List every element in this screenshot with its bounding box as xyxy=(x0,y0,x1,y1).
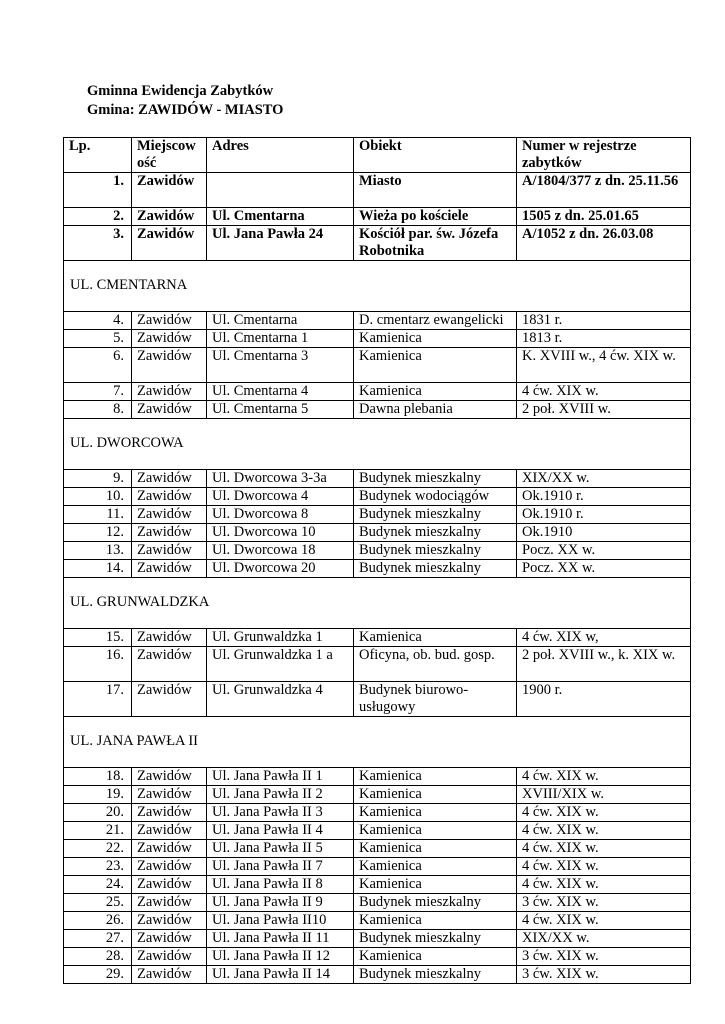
table-row xyxy=(64,488,691,506)
cell-address: Ul. Jana Pawła II 3 xyxy=(207,804,354,822)
col-header-locality: Miejscow ość xyxy=(132,138,207,173)
cell-locality: Zawidów xyxy=(132,506,207,524)
section-title: UL. JANA PAWŁA II xyxy=(70,732,199,749)
cell-locality: Zawidów xyxy=(132,312,207,330)
cell-locality: Zawidów xyxy=(132,348,207,383)
cell-lp: 28. xyxy=(64,948,132,966)
cell-address: Ul. Jana Pawła II 4 xyxy=(207,822,354,840)
cell-lp: 6. xyxy=(64,348,132,383)
cell-address: Ul. Dworcowa 4 xyxy=(207,488,354,506)
col-header-lp: Lp. xyxy=(64,138,132,173)
cell-object: Kamienica xyxy=(354,768,517,786)
monuments-table-body xyxy=(64,138,691,984)
cell-register-number: A/1052 z dn. 26.03.08 xyxy=(517,226,691,261)
cell-locality: Zawidów xyxy=(132,208,207,226)
cell-locality: Zawidów xyxy=(132,173,207,208)
cell-address: Ul. Jana Pawła II 14 xyxy=(207,966,354,984)
header-municipality: Gmina: ZAWIDÓW - MIASTO xyxy=(87,102,284,118)
cell-register-number: Pocz. XX w. xyxy=(517,542,691,560)
table-row xyxy=(64,768,691,786)
section-cell xyxy=(64,419,691,470)
table-row xyxy=(64,876,691,894)
cell-locality: Zawidów xyxy=(132,682,207,717)
cell-address: Ul. Jana Pawła II 8 xyxy=(207,876,354,894)
table-row xyxy=(64,542,691,560)
table-row xyxy=(64,401,691,419)
table-row xyxy=(64,840,691,858)
cell-register-number: XVIII/XIX w. xyxy=(517,786,691,804)
cell-lp: 4. xyxy=(64,312,132,330)
cell-object: Kamienica xyxy=(354,330,517,348)
table-row xyxy=(64,894,691,912)
cell-register-number: 4 ćw. XIX w. xyxy=(517,804,691,822)
cell-locality: Zawidów xyxy=(132,858,207,876)
cell-locality: Zawidów xyxy=(132,966,207,984)
cell-address: Ul. Jana Pawła II 12 xyxy=(207,948,354,966)
cell-object: Kościół par. św. Józefa Robotnika xyxy=(354,226,517,261)
cell-locality: Zawidów xyxy=(132,912,207,930)
cell-object: Kamienica xyxy=(354,876,517,894)
cell-lp: 18. xyxy=(64,768,132,786)
cell-object: Miasto xyxy=(354,173,517,208)
monuments-table xyxy=(63,137,691,984)
cell-address: Ul. Jana Pawła II 1 xyxy=(207,768,354,786)
cell-lp: 12. xyxy=(64,524,132,542)
cell-address: Ul. Grunwaldzka 1 a xyxy=(207,647,354,682)
cell-object: Kamienica xyxy=(354,948,517,966)
section-cell xyxy=(64,578,691,629)
cell-lp: 17. xyxy=(64,682,132,717)
cell-locality: Zawidów xyxy=(132,876,207,894)
cell-object: D. cmentarz ewangelicki xyxy=(354,312,517,330)
section-row xyxy=(64,419,691,470)
cell-address: Ul. Cmentarna xyxy=(207,312,354,330)
table-row xyxy=(64,524,691,542)
cell-locality: Zawidów xyxy=(132,948,207,966)
cell-locality: Zawidów xyxy=(132,470,207,488)
cell-object: Kamienica xyxy=(354,629,517,647)
cell-register-number: K. XVIII w., 4 ćw. XIX w. xyxy=(517,348,691,383)
table-row xyxy=(64,822,691,840)
col-header-register-number: Numer w rejestrze zabytków xyxy=(517,138,691,173)
cell-register-number: 2 poł. XVIII w. xyxy=(517,401,691,419)
cell-address: Ul. Dworcowa 8 xyxy=(207,506,354,524)
section-title: UL. GRUNWALDZKA xyxy=(70,593,210,610)
cell-register-number: XIX/XX w. xyxy=(517,470,691,488)
cell-address: Ul. Grunwaldzka 1 xyxy=(207,629,354,647)
cell-locality: Zawidów xyxy=(132,822,207,840)
cell-locality: Zawidów xyxy=(132,840,207,858)
cell-lp: 29. xyxy=(64,966,132,984)
cell-address: Ul. Jana Pawła II 2 xyxy=(207,786,354,804)
cell-address: Ul. Cmentarna xyxy=(207,208,354,226)
section-cell xyxy=(64,717,691,768)
cell-object: Kamienica xyxy=(354,912,517,930)
cell-register-number: 4 ćw. XIX w. xyxy=(517,840,691,858)
cell-register-number: 4 ćw. XIX w. xyxy=(517,858,691,876)
cell-object: Budynek mieszkalny xyxy=(354,524,517,542)
table-row xyxy=(64,647,691,682)
cell-register-number: Ok.1910 xyxy=(517,524,691,542)
cell-address: Ul. Jana Pawła II 5 xyxy=(207,840,354,858)
table-row xyxy=(64,629,691,647)
cell-lp: 8. xyxy=(64,401,132,419)
cell-locality: Zawidów xyxy=(132,804,207,822)
cell-address: Ul. Dworcowa 10 xyxy=(207,524,354,542)
table-header-row xyxy=(64,138,691,173)
table-row xyxy=(64,858,691,876)
cell-register-number: Ok.1910 r. xyxy=(517,488,691,506)
cell-locality: Zawidów xyxy=(132,488,207,506)
cell-lp: 22. xyxy=(64,840,132,858)
cell-address: Ul. Jana Pawła II 9 xyxy=(207,894,354,912)
cell-object: Budynek wodociągów xyxy=(354,488,517,506)
cell-register-number: XIX/XX w. xyxy=(517,930,691,948)
table-row xyxy=(64,560,691,578)
cell-register-number: 4 ćw. XIX w. xyxy=(517,912,691,930)
cell-address: Ul. Cmentarna 1 xyxy=(207,330,354,348)
section-title: UL. CMENTARNA xyxy=(70,276,188,293)
cell-address: Ul. Jana Pawła II10 xyxy=(207,912,354,930)
cell-lp: 26. xyxy=(64,912,132,930)
cell-object: Budynek mieszkalny xyxy=(354,560,517,578)
cell-object: Oficyna, ob. bud. gosp. xyxy=(354,647,517,682)
table-row xyxy=(64,470,691,488)
cell-object: Wieża po kościele xyxy=(354,208,517,226)
cell-locality: Zawidów xyxy=(132,383,207,401)
document-header xyxy=(87,82,283,120)
table-row xyxy=(64,173,691,208)
cell-address: Ul. Dworcowa 3-3a xyxy=(207,470,354,488)
cell-locality: Zawidów xyxy=(132,786,207,804)
cell-lp: 27. xyxy=(64,930,132,948)
table-row xyxy=(64,930,691,948)
table-row xyxy=(64,226,691,261)
cell-address: Ul. Jana Pawła II 11 xyxy=(207,930,354,948)
cell-address: Ul. Cmentarna 3 xyxy=(207,348,354,383)
section-row xyxy=(64,261,691,312)
cell-object: Kamienica xyxy=(354,858,517,876)
cell-locality: Zawidów xyxy=(132,560,207,578)
cell-register-number: 4 ćw. XIX w. xyxy=(517,822,691,840)
cell-object: Budynek mieszkalny xyxy=(354,930,517,948)
header-title: Gminna Ewidencja Zabytków xyxy=(87,83,274,99)
cell-locality: Zawidów xyxy=(132,768,207,786)
cell-object: Kamienica xyxy=(354,804,517,822)
cell-address: Ul. Jana Pawła II 7 xyxy=(207,858,354,876)
cell-register-number: 1505 z dn. 25.01.65 xyxy=(517,208,691,226)
table-row xyxy=(64,682,691,717)
cell-lp: 11. xyxy=(64,506,132,524)
cell-lp: 1. xyxy=(64,173,132,208)
cell-register-number: Pocz. XX w. xyxy=(517,560,691,578)
cell-object: Budynek biurowo-usługowy xyxy=(354,682,517,717)
cell-register-number: 4 ćw. XIX w. xyxy=(517,383,691,401)
table-row xyxy=(64,786,691,804)
col-header-address: Adres xyxy=(207,138,354,173)
cell-locality: Zawidów xyxy=(132,542,207,560)
cell-locality: Zawidów xyxy=(132,226,207,261)
cell-address xyxy=(207,173,354,208)
cell-lp: 5. xyxy=(64,330,132,348)
cell-lp: 14. xyxy=(64,560,132,578)
cell-object: Budynek mieszkalny xyxy=(354,894,517,912)
cell-register-number: 4 ćw. XIX w, xyxy=(517,629,691,647)
cell-lp: 23. xyxy=(64,858,132,876)
cell-object: Kamienica xyxy=(354,786,517,804)
cell-register-number: Ok.1910 r. xyxy=(517,506,691,524)
cell-register-number: 3 ćw. XIX w. xyxy=(517,966,691,984)
table-row xyxy=(64,948,691,966)
cell-locality: Zawidów xyxy=(132,894,207,912)
cell-lp: 15. xyxy=(64,629,132,647)
cell-locality: Zawidów xyxy=(132,401,207,419)
cell-lp: 9. xyxy=(64,470,132,488)
table-row xyxy=(64,383,691,401)
cell-register-number: 4 ćw. XIX w. xyxy=(517,876,691,894)
cell-lp: 25. xyxy=(64,894,132,912)
cell-register-number: 2 poł. XVIII w., k. XIX w. xyxy=(517,647,691,682)
cell-object: Budynek mieszkalny xyxy=(354,470,517,488)
cell-lp: 20. xyxy=(64,804,132,822)
cell-object: Budynek mieszkalny xyxy=(354,542,517,560)
cell-address: Ul. Cmentarna 4 xyxy=(207,383,354,401)
cell-address: Ul. Dworcowa 18 xyxy=(207,542,354,560)
cell-lp: 24. xyxy=(64,876,132,894)
table-row xyxy=(64,912,691,930)
table-row xyxy=(64,966,691,984)
cell-lp: 7. xyxy=(64,383,132,401)
cell-register-number: 1831 r. xyxy=(517,312,691,330)
cell-address: Ul. Dworcowa 20 xyxy=(207,560,354,578)
cell-locality: Zawidów xyxy=(132,330,207,348)
cell-object: Budynek mieszkalny xyxy=(354,506,517,524)
cell-locality: Zawidów xyxy=(132,629,207,647)
section-row xyxy=(64,717,691,768)
cell-lp: 2. xyxy=(64,208,132,226)
cell-locality: Zawidów xyxy=(132,930,207,948)
cell-lp: 19. xyxy=(64,786,132,804)
cell-object: Kamienica xyxy=(354,822,517,840)
cell-object: Kamienica xyxy=(354,348,517,383)
cell-lp: 21. xyxy=(64,822,132,840)
table-row xyxy=(64,506,691,524)
section-row xyxy=(64,578,691,629)
cell-object: Budynek mieszkalny xyxy=(354,966,517,984)
cell-register-number: 1900 r. xyxy=(517,682,691,717)
cell-register-number: A/1804/377 z dn. 25.11.56 xyxy=(517,173,691,208)
cell-lp: 16. xyxy=(64,647,132,682)
section-title: UL. DWORCOWA xyxy=(70,434,184,451)
cell-address: Ul. Jana Pawła 24 xyxy=(207,226,354,261)
col-header-object: Obiekt xyxy=(354,138,517,173)
cell-register-number: 3 ćw. XIX w. xyxy=(517,948,691,966)
cell-register-number: 3 ćw. XIX w. xyxy=(517,894,691,912)
cell-object: Kamienica xyxy=(354,840,517,858)
table-row xyxy=(64,330,691,348)
cell-object: Dawna plebania xyxy=(354,401,517,419)
cell-register-number: 1813 r. xyxy=(517,330,691,348)
cell-lp: 3. xyxy=(64,226,132,261)
table-row xyxy=(64,208,691,226)
cell-lp: 13. xyxy=(64,542,132,560)
table-row xyxy=(64,312,691,330)
cell-lp: 10. xyxy=(64,488,132,506)
table-row xyxy=(64,804,691,822)
cell-address: Ul. Cmentarna 5 xyxy=(207,401,354,419)
section-cell xyxy=(64,261,691,312)
table-row xyxy=(64,348,691,383)
cell-locality: Zawidów xyxy=(132,524,207,542)
cell-locality: Zawidów xyxy=(132,647,207,682)
cell-register-number: 4 ćw. XIX w. xyxy=(517,768,691,786)
cell-object: Kamienica xyxy=(354,383,517,401)
cell-address: Ul. Grunwaldzka 4 xyxy=(207,682,354,717)
